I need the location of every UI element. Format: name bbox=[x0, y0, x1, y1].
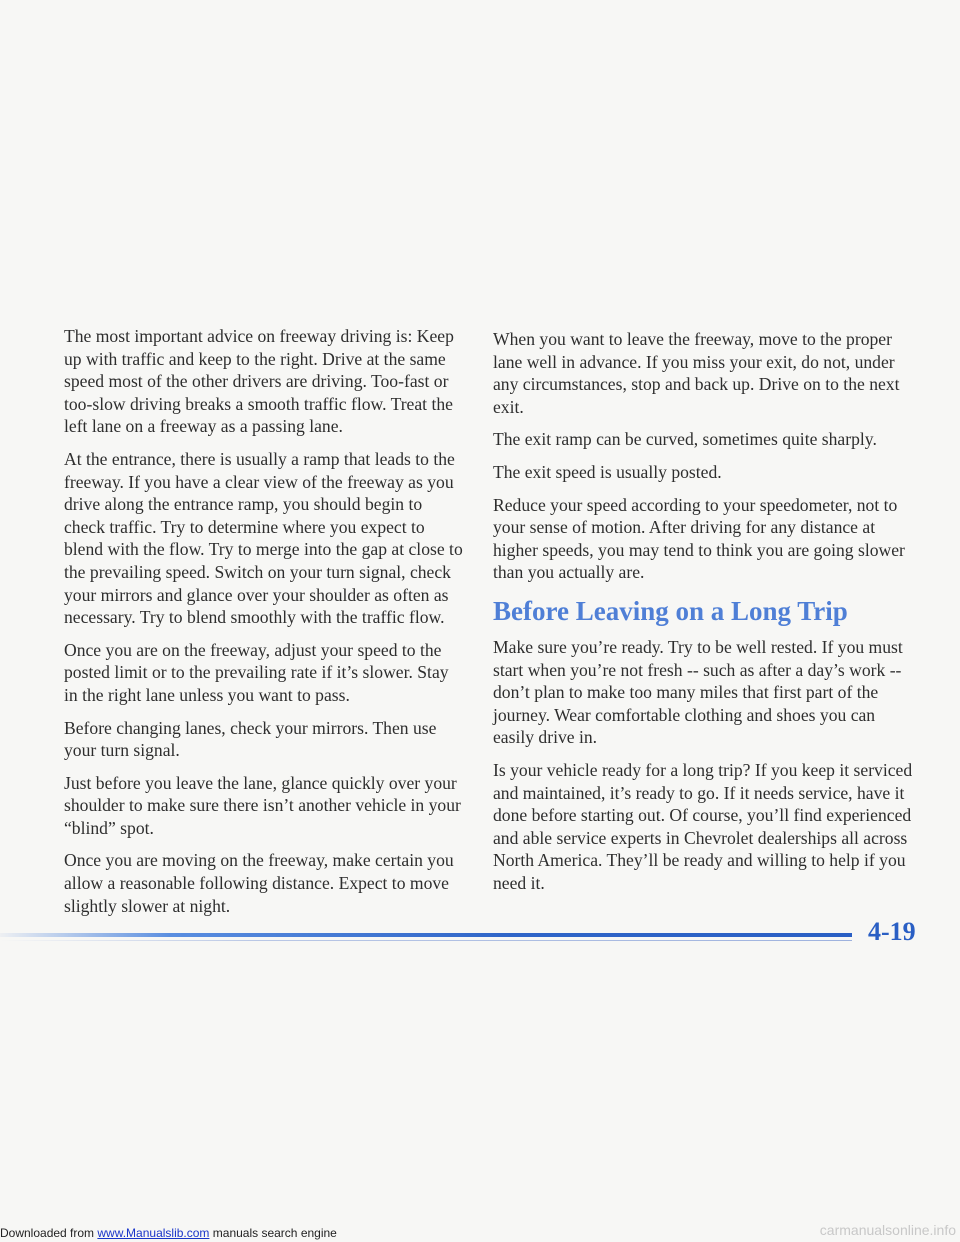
paragraph: Once you are on the freeway, adjust your speed to the posted limit or to the prevailing rate if it’s slower. Stay in the right lane unless you want to pass. bbox=[64, 639, 449, 705]
paragraph: Make sure you’re ready. Try to be well rested. If you must start when you’re not fresh -- such as after a day’s work -- don’t plan to make too many miles that first part of the journey. Wear comfortable clothing and shoes you can easily drive in. bbox=[493, 636, 903, 748]
paragraph: The exit speed is usually posted. bbox=[493, 461, 722, 482]
paragraph: Once you are moving on the freeway, make certain you allow a reasonable following distance. Expect to move slightly slower at night. bbox=[64, 850, 454, 916]
banner-prefix: Downloaded from bbox=[0, 1226, 98, 1240]
paragraph: When you want to leave the freeway, move to the proper lane well in advance. If you miss your exit, do not, under any circumstances, stop and back up. Drive on to the next exit. bbox=[493, 329, 900, 417]
page-number: 4-19 bbox=[868, 917, 916, 946]
paragraph: Is your vehicle ready for a long trip? If you keep it serviced and maintained, it’s ready to go. If it needs service, have it done before starting out. Of course, you’ll find experienced and able service experts in Chevrolet dealerships all across North America. They’ll be ready and willing to help if you need it. bbox=[493, 759, 913, 893]
paragraph: Just before you leave the lane, glance quickly over your shoulder to make sure there isn’t another vehicle in your “blind” spot. bbox=[64, 772, 461, 838]
footer-rule bbox=[0, 933, 852, 937]
footer-rule-thin bbox=[0, 940, 852, 941]
manualslib-link[interactable]: www.Manualslib.com bbox=[97, 1226, 210, 1240]
section-heading: Before Leaving on a Long Trip bbox=[493, 595, 848, 626]
paragraph: Before changing lanes, check your mirrors. Then use your turn signal. bbox=[64, 717, 437, 761]
paragraph: The most important advice on freeway driving is: Keep up with traffic and keep to the right. Drive at the same speed most of the other drivers are driving. Too-fast or too-slow driving breaks a smooth traffic flow. Treat the left lane on a freeway as a passing lane. bbox=[64, 326, 454, 437]
paragraph: Reduce your speed according to your speedometer, not to your sense of motion. After driving for any distance at higher speeds, you may tend to think you are going slower than you actually are. bbox=[493, 494, 905, 583]
download-banner bbox=[0, 1226, 337, 1240]
right-text-column bbox=[493, 328, 913, 904]
left-text-column bbox=[64, 325, 464, 927]
paragraph: The exit ramp can be curved, sometimes quite sharply. bbox=[493, 429, 877, 450]
banner-suffix: manuals search engine bbox=[209, 1226, 337, 1240]
watermark: carmanualsonline.info bbox=[819, 1222, 956, 1238]
paragraph: At the entrance, there is usually a ramp that leads to the freeway. If you have a clear view of the freeway as you drive along the entrance ramp, you should begin to check traffic. Try to determine where you expect to blend with the flow. Try to merge into the gap at close to the prevailing speed. Switch on your turn signal, check your mirrors and glance over your shoulder as often as necessary. Try to blend smoothly with the traffic flow. bbox=[64, 448, 463, 628]
